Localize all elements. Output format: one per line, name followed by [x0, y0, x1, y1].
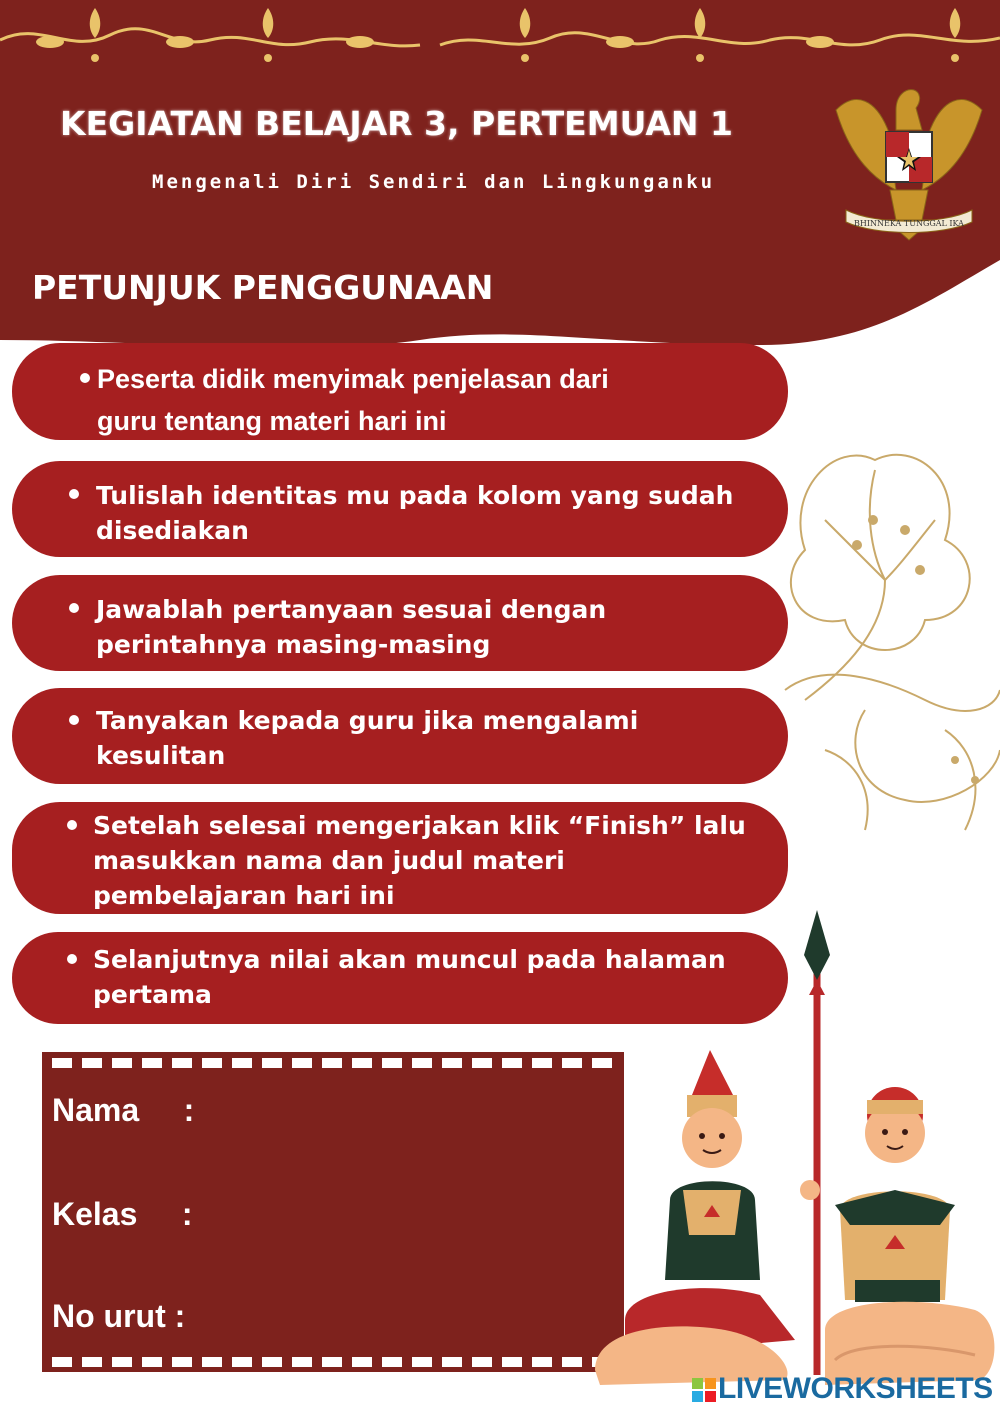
instruction-item-3 [12, 575, 788, 671]
instruction-1-line-2: guru tentang materi hari ini [97, 406, 447, 436]
liveworksheets-logo-icon [692, 1378, 716, 1402]
class-label: Kelas : [52, 1196, 193, 1232]
number-label: No urut : [52, 1298, 186, 1334]
traditional-figures-illustration [585, 900, 1000, 1385]
bullet-icon [67, 954, 77, 964]
liveworksheets-watermark [692, 1372, 992, 1410]
instruction-4-line-2: kesulitan [96, 741, 226, 770]
bullet-icon [69, 489, 79, 499]
instruction-item-1 [12, 343, 788, 440]
instruction-2-line-1: Tulislah identitas mu pada kolom yang sudah [96, 481, 734, 510]
emblem-motto: BHINNEKA TUNGGAL IKA [854, 219, 964, 228]
perforation-top [48, 1058, 618, 1068]
instruction-5-line-1: Setelah selesai mengerjakan klik “Finish” lalu [93, 811, 746, 840]
bullet-icon [69, 603, 79, 613]
watermark-text: LIVEWORKSHEETS [718, 1372, 993, 1405]
page-subtitle: Mengenali Diri Sendiri dan Lingkunganku [152, 171, 716, 193]
instruction-item-4 [12, 688, 788, 784]
garuda-emblem-icon [826, 70, 992, 242]
name-label: Nama : [52, 1092, 195, 1128]
bullet-icon [67, 820, 77, 830]
instruction-1-line-1: Peserta didik menyimak penjelasan dari [97, 364, 609, 394]
instruction-item-5 [12, 802, 788, 914]
perforation-bottom [48, 1357, 618, 1367]
instruction-4-line-1: Tanyakan kepada guru jika mengalami [96, 706, 639, 735]
instruction-3-line-1: Jawablah pertanyaan sesuai dengan [96, 595, 607, 624]
bullet-icon [69, 715, 79, 725]
page-title: KEGIATAN BELAJAR 3, PERTEMUAN 1 [60, 104, 733, 143]
instructions-heading: PETUNJUK PENGGUNAAN [32, 268, 494, 307]
gold-ornament-border [0, 0, 1000, 70]
instruction-5-line-3: pembelajaran hari ini [93, 881, 395, 910]
instruction-5-line-2: masukkan nama dan judul materi [93, 846, 565, 875]
instruction-3-line-2: perintahnya masing-masing [96, 630, 491, 659]
bullet-icon [80, 373, 90, 383]
instruction-2-line-2: disediakan [96, 516, 249, 545]
instruction-item-2 [12, 461, 788, 557]
instruction-6-line-1: Selanjutnya nilai akan muncul pada halaman [93, 945, 726, 974]
instruction-6-line-2: pertama [93, 980, 212, 1009]
